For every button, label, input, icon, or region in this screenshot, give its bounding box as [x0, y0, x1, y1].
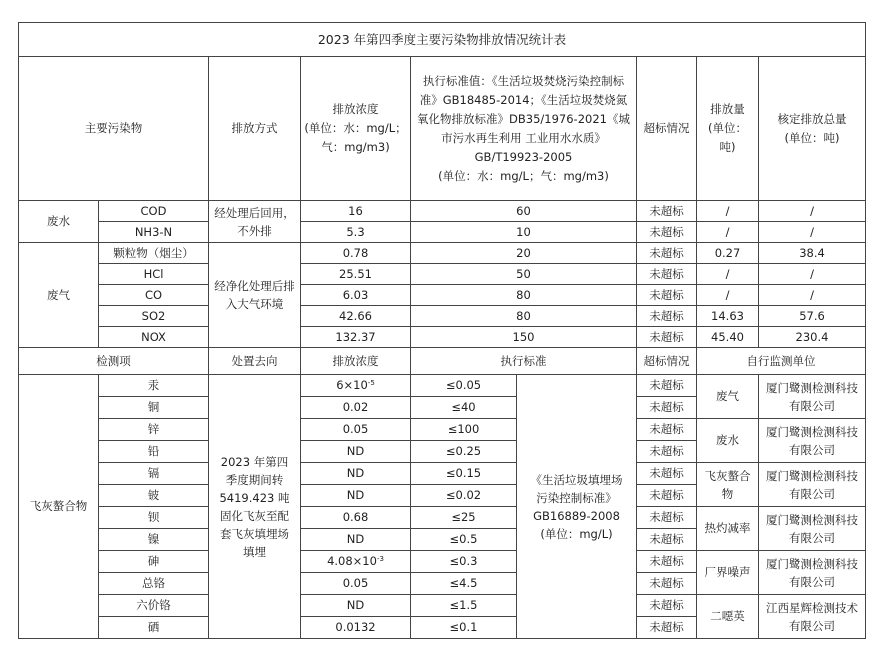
exceed-status: 未超标: [637, 375, 697, 397]
table-row: [19, 463, 866, 485]
exceed-status: 未超标: [637, 285, 697, 306]
exceed-status: 未超标: [637, 617, 697, 639]
table-row: [19, 375, 866, 397]
item-name: 六价铬: [99, 595, 209, 617]
standard-value: 20: [411, 243, 637, 264]
limit-value: ≤40: [411, 397, 517, 419]
concentration: ND: [301, 595, 411, 617]
concentration: ND: [301, 485, 411, 507]
approved-total: 230.4: [759, 327, 866, 348]
table-row: [19, 419, 866, 441]
limit-value: ≤100: [411, 419, 517, 441]
table-row: [19, 306, 866, 327]
header-method: 排放方式: [209, 57, 301, 201]
limit-value: ≤0.05: [411, 375, 517, 397]
exceed-status: 未超标: [637, 573, 697, 595]
concentration: 25.51: [301, 264, 411, 285]
emission-amount: /: [697, 264, 759, 285]
header2-standard: 执行标准: [411, 348, 637, 375]
group-gas: 废气: [19, 243, 99, 348]
standard-value: 150: [411, 327, 637, 348]
header-pollutant: 主要污染物: [19, 57, 209, 201]
table-row: [19, 201, 866, 222]
emission-amount: /: [697, 222, 759, 243]
pollutant-name: SO2: [99, 306, 209, 327]
standard-value: 10: [411, 222, 637, 243]
header-total: 核定排放总量 (单位：吨): [759, 57, 866, 201]
monitor-item: 厂界噪声: [697, 551, 759, 595]
group-fly-ash: 飞灰螯合物: [19, 375, 99, 639]
table-row: [19, 243, 866, 264]
emission-amount: 14.63: [697, 306, 759, 327]
exceed-status: 未超标: [637, 485, 697, 507]
monitor-item: 飞灰螯合物: [697, 463, 759, 507]
monitor-unit: 厦门鹭测检测科技有限公司: [759, 551, 866, 595]
title-row: [19, 23, 866, 57]
approved-total: /: [759, 264, 866, 285]
group-water: 废水: [19, 201, 99, 243]
pollutant-table: [18, 22, 866, 639]
header-row: [19, 57, 866, 201]
header2-concentration: 排放浓度: [301, 348, 411, 375]
limit-value: ≤0.02: [411, 485, 517, 507]
header2-item: 检测项: [19, 348, 209, 375]
exceed-status: 未超标: [637, 529, 697, 551]
monitor-item: 二噁英: [697, 595, 759, 639]
monitor-unit: 厦门鹭测检测科技有限公司: [759, 419, 866, 463]
item-name: 钡: [99, 507, 209, 529]
item-name: 总铬: [99, 573, 209, 595]
pollutant-name: NOX: [99, 327, 209, 348]
emission-amount: /: [697, 285, 759, 306]
emission-amount: 45.40: [697, 327, 759, 348]
limit-value: ≤0.25: [411, 441, 517, 463]
table-row: [19, 507, 866, 529]
header-amount: 排放量 (单位： 吨): [697, 57, 759, 201]
concentration: 0.05: [301, 573, 411, 595]
concentration: $6\times 10^{-5}$: [301, 375, 411, 397]
fly-ash-disposal: 2023 年第四季度期间转5419.423 吨固化飞灰至配套飞灰填埋场填埋: [209, 375, 301, 639]
concentration: 0.0132: [301, 617, 411, 639]
exceed-status: 未超标: [637, 222, 697, 243]
item-name: 铅: [99, 441, 209, 463]
item-name: 铜: [99, 397, 209, 419]
pollutant-name: NH3-N: [99, 222, 209, 243]
table-row: [19, 264, 866, 285]
approved-total: 57.6: [759, 306, 866, 327]
statistics-table-sheet: [18, 22, 866, 639]
table-title: 2023 年第四季度主要污染物排放情况统计表: [19, 23, 866, 57]
fly-ash-standard: 《生活垃圾填埋场污染控制标准》 GB16889-2008 (单位：mg/L): [517, 375, 637, 639]
header2-monitor-unit: 自行监测单位: [697, 348, 866, 375]
pollutant-name: HCl: [99, 264, 209, 285]
item-name: 锌: [99, 419, 209, 441]
exceed-status: 未超标: [637, 264, 697, 285]
table-row: [19, 327, 866, 348]
exceed-status: 未超标: [637, 463, 697, 485]
exceed-status: 未超标: [637, 595, 697, 617]
limit-value: ≤0.1: [411, 617, 517, 639]
header-standard: 执行标准值：《生活垃圾焚烧污染控制标准》GB18485-2014；《生活垃圾焚烧氮氧化物排放标准》DB35/1976-2021《城市污水再生利用 工业用水水质》GB/T19923-2005 (单位：水：mg/L；气：mg/m3): [411, 57, 637, 201]
exceed-status: 未超标: [637, 441, 697, 463]
limit-value: ≤4.5: [411, 573, 517, 595]
standard-value: 50: [411, 264, 637, 285]
concentration: 0.68: [301, 507, 411, 529]
water-method: 经处理后回用，不外排: [209, 201, 301, 243]
monitor-item: 热灼减率: [697, 507, 759, 551]
concentration: 16: [301, 201, 411, 222]
exceed-status: 未超标: [637, 397, 697, 419]
standard-value: 60: [411, 201, 637, 222]
concentration: ND: [301, 463, 411, 485]
emission-amount: /: [697, 201, 759, 222]
concentration: 0.05: [301, 419, 411, 441]
concentration: ND: [301, 441, 411, 463]
table-row: [19, 595, 866, 617]
limit-value: ≤0.15: [411, 463, 517, 485]
pollutant-name: COD: [99, 201, 209, 222]
approved-total: /: [759, 285, 866, 306]
limit-value: ≤0.5: [411, 529, 517, 551]
item-name: 镍: [99, 529, 209, 551]
header-exceed: 超标情况: [637, 57, 697, 201]
standard-value: 80: [411, 285, 637, 306]
item-name: 铍: [99, 485, 209, 507]
emission-amount: 0.27: [697, 243, 759, 264]
monitor-unit: 厦门鹭测检测科技有限公司: [759, 463, 866, 507]
concentration: 6.03: [301, 285, 411, 306]
monitor-item: 废气: [697, 375, 759, 419]
limit-value: ≤25: [411, 507, 517, 529]
header-concentration: 排放浓度 (单位：水：mg/L； 气：mg/m3): [301, 57, 411, 201]
exceed-status: 未超标: [637, 201, 697, 222]
header-row-2: [19, 348, 866, 375]
approved-total: /: [759, 201, 866, 222]
concentration: ND: [301, 529, 411, 551]
approved-total: /: [759, 222, 866, 243]
exceed-status: 未超标: [637, 306, 697, 327]
monitor-unit: 厦门鹭测检测科技有限公司: [759, 507, 866, 551]
exceed-status: 未超标: [637, 551, 697, 573]
concentration: 42.66: [301, 306, 411, 327]
concentration: 0.78: [301, 243, 411, 264]
header2-exceed: 超标情况: [637, 348, 697, 375]
monitor-unit: 江西星辉检测技术有限公司: [759, 595, 866, 639]
table-row: [19, 222, 866, 243]
monitor-item: 废水: [697, 419, 759, 463]
exceed-status: 未超标: [637, 419, 697, 441]
exceed-status: 未超标: [637, 327, 697, 348]
gas-method: 经净化处理后排入大气环境: [209, 243, 301, 348]
limit-value: ≤1.5: [411, 595, 517, 617]
header2-disposal: 处置去向: [209, 348, 301, 375]
limit-value: ≤0.3: [411, 551, 517, 573]
item-name: 砷: [99, 551, 209, 573]
approved-total: 38.4: [759, 243, 866, 264]
pollutant-name: CO: [99, 285, 209, 306]
table-row: [19, 551, 866, 573]
concentration: 5.3: [301, 222, 411, 243]
concentration: 0.02: [301, 397, 411, 419]
item-name: 镉: [99, 463, 209, 485]
table-row: [19, 285, 866, 306]
item-name: 汞: [99, 375, 209, 397]
item-name: 硒: [99, 617, 209, 639]
exceed-status: 未超标: [637, 243, 697, 264]
standard-value: 80: [411, 306, 637, 327]
monitor-unit: 厦门鹭测检测科技有限公司: [759, 375, 866, 419]
pollutant-name: 颗粒物（烟尘）: [99, 243, 209, 264]
exceed-status: 未超标: [637, 507, 697, 529]
concentration: $4.08\times 10^{-3}$: [301, 551, 411, 573]
concentration: 132.37: [301, 327, 411, 348]
